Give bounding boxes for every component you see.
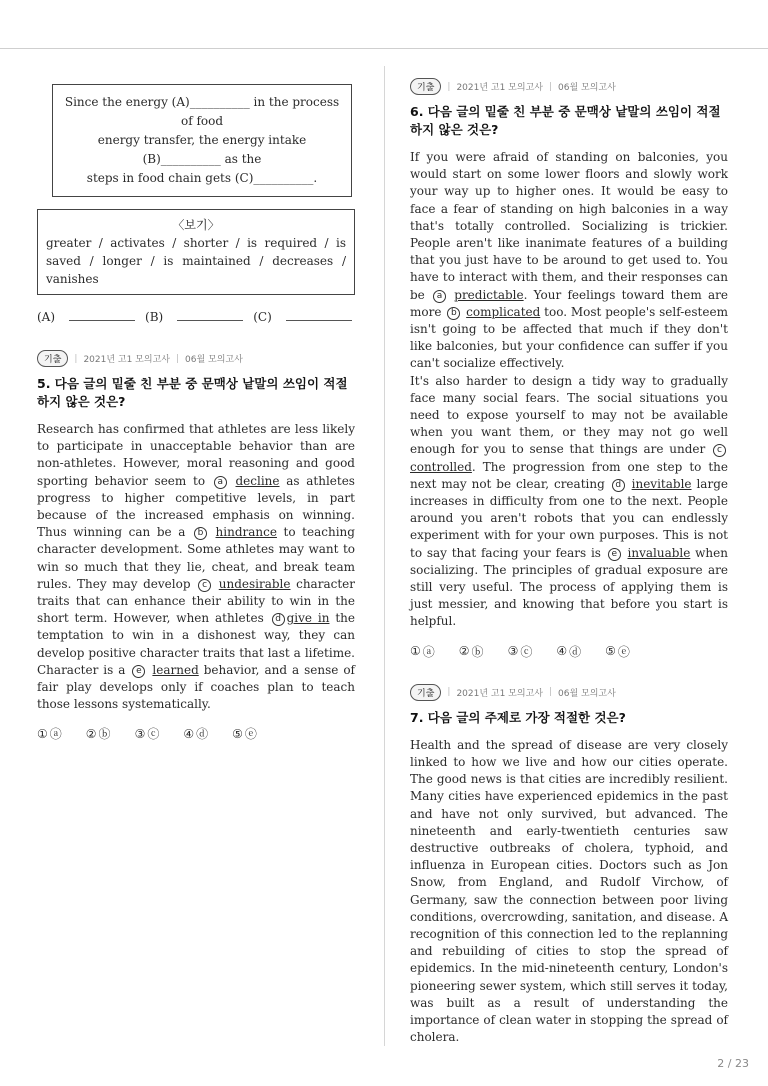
marker-d: d — [272, 613, 285, 626]
passage-text: . The progression from one step to the next may not be clear, creating — [410, 459, 728, 491]
answer-blank-c[interactable] — [286, 308, 352, 321]
summary-line: energy transfer, the energy intake (B)__________ as the — [97, 133, 307, 166]
underlined-e: learned — [152, 662, 199, 677]
choice-1[interactable] — [37, 725, 62, 742]
passage: Health and the spread of disease are very closely linked to how we live and how our cities operate. The good news is that cities are incredibly resilient. Many cities have experienced epidemics in the past and have not only survived, but advanced. The nineteenth and early-twentieth centuries saw destructive outbreaks of cholera, typhoid, and influenza in European cities. Doctors such as Jon Snow, from England, and Rudolf Virchow, of Germany, saw the connection between poor living conditions, overcrowding, sanitation, and disease. A recognition of this connection led to the replanning and rebuilding of cities to stop the spread of epidemics. In the mid-nineteenth century, London's pioneering sewer system, which still serves it today, was built as a result of understanding the importance of clean water in stopping the spread of cholera. — [410, 737, 728, 1045]
choice-letter: ⓓ — [196, 727, 209, 742]
passage — [410, 373, 728, 631]
question-title: 5. 다음 글의 밑줄 친 부분 중 문맥상 낱말의 쓰임이 적절하지 않은 것은? — [37, 376, 348, 409]
underlined-b: hindrance — [215, 525, 277, 540]
meta-separator: | — [74, 353, 78, 364]
underlined-b: complicated — [466, 304, 541, 319]
meta-separator: | — [447, 687, 451, 698]
source-tag: 기출 — [37, 350, 68, 367]
choice-number: ① — [410, 644, 421, 659]
bogi-title: 〈보기〉 — [172, 218, 220, 232]
answer-label-b: (B) — [145, 310, 164, 324]
passage — [37, 421, 355, 713]
left-column — [37, 78, 355, 742]
passage-text: the temptation to win in a dishonest way, they can develop positive character traits that last a lifetime. Character is a — [37, 611, 355, 677]
page-number: 2 / 23 — [717, 1057, 749, 1070]
choice-2[interactable] — [459, 643, 484, 660]
choice-number: ① — [37, 726, 48, 741]
summary-box — [52, 84, 352, 197]
summary-line: steps in food chain gets (C)__________. — [86, 171, 318, 185]
meta-separator: | — [175, 353, 180, 364]
choice-number: ⑤ — [232, 726, 243, 741]
question-title: 6. 다음 글의 밑줄 친 부분 중 문맥상 낱말의 쓰임이 적절하지 않은 것은? — [410, 104, 721, 137]
source-tag: 기출 — [410, 78, 441, 95]
choice-letter: ⓑ — [471, 644, 484, 659]
answer-label-c: (C) — [253, 310, 272, 324]
meta-year: 2021년 고1 모의고사 — [456, 688, 543, 699]
underlined-a: predictable — [454, 287, 524, 302]
choice-4[interactable] — [556, 643, 581, 660]
question-meta — [37, 350, 355, 367]
column-divider — [384, 66, 385, 1046]
passage-text: when socializing. The principles of gradual exposure are still very useful. The process of applying them is just messier, and knowing that before you start is helpful. — [410, 545, 728, 629]
summary-line: Since the energy (A)__________ in the process of food — [64, 95, 340, 128]
answer-choices — [410, 643, 728, 660]
question-meta — [410, 684, 728, 701]
meta-exam: 06월 모의고사 — [185, 355, 243, 365]
source-tag: 기출 — [410, 684, 441, 701]
choice-number: ④ — [556, 644, 568, 659]
meta-year: 2021년 고1 모의고사 — [83, 355, 170, 365]
answer-blank-b[interactable] — [177, 308, 243, 321]
passage-text: If you were afraid of standing on balconies, you would start on some lower floors and slowly work your way up to higher ones. It would be easy to face a fear of standing on high balconies in a way that's totally controlled. Socializing is trickier. People aren't like inanimate features of a building that you just have to be around to get used to. You have to interact with them, and their responses can be — [410, 150, 728, 302]
passage-text: . Your feelings toward them are more — [410, 287, 728, 319]
meta-year: 2021년 고1 모의고사 — [456, 83, 543, 93]
question-meta — [410, 78, 728, 95]
choice-number: ③ — [134, 726, 146, 741]
marker-c: c — [713, 444, 726, 457]
answer-blanks — [37, 308, 355, 326]
underlined-c: controlled — [410, 459, 472, 474]
marker-b: b — [447, 307, 460, 320]
choice-letter: ⓑ — [98, 727, 111, 742]
passage-text: Research has confirmed that athletes are less likely to participate in unacceptable behavior than are non-athletes. However, moral reasoning and good sporting behavior seem to — [37, 422, 355, 488]
question-6 — [410, 78, 728, 660]
meta-exam: 06월 모의고사 — [558, 83, 616, 93]
passage-text: behavior, and a sense of fair play develops only if coaches plan to teach those lessons systematically. — [37, 662, 355, 712]
passage-text: large increases in difficulty from one to the next. People around you aren't robots that you can endlessly experiment with for your own purposes. This is not to say that facing your fears is — [410, 476, 728, 560]
question-5 — [37, 350, 355, 742]
choice-2[interactable] — [86, 725, 111, 742]
choice-1[interactable] — [410, 643, 435, 660]
underlined-d: give in — [286, 611, 330, 626]
choice-letter: ⓒ — [147, 727, 160, 742]
choice-number: ② — [458, 644, 470, 659]
choice-5[interactable] — [605, 643, 630, 660]
choice-number: ② — [85, 726, 97, 741]
question-title: 7. 다음 글의 주제로 가장 적절한 것은? — [410, 709, 626, 725]
passage-text: too. Most people's self-esteem isn't going to be affected that much if they don't like balconies, but your confidence can suffer if you can't socialize effectively. — [410, 304, 728, 371]
passage-text: character traits that can enhance their ability to win in the short term. However, when athletes — [37, 576, 355, 626]
answer-blank-a[interactable] — [69, 308, 135, 321]
marker-b: b — [194, 527, 207, 540]
choice-number: ⑤ — [605, 644, 616, 659]
choice-letter: ⓔ — [244, 727, 257, 742]
meta-separator: | — [548, 687, 553, 698]
choice-5[interactable] — [232, 725, 257, 742]
marker-c: c — [198, 579, 211, 592]
choice-4[interactable] — [183, 725, 208, 742]
marker-e: e — [608, 548, 621, 561]
choice-3[interactable] — [508, 643, 533, 660]
choice-number: ④ — [183, 726, 195, 741]
marker-e: e — [132, 665, 145, 678]
underlined-c: undesirable — [218, 576, 291, 591]
question-7 — [410, 684, 728, 1047]
meta-separator: | — [447, 81, 451, 92]
bogi-box — [37, 209, 355, 295]
passage-text: as athletes progress to higher competitive levels, in part because of the increased emphasis on winning. Thus winning can be a — [37, 473, 355, 540]
choice-letter: ⓓ — [569, 644, 582, 659]
answer-choices — [37, 725, 355, 742]
underlined-d: inevitable — [631, 476, 692, 491]
meta-separator: | — [548, 81, 553, 92]
passage — [410, 149, 728, 373]
marker-d: d — [612, 479, 625, 492]
right-column — [410, 78, 728, 1046]
choice-letter: ⓐ — [49, 727, 62, 742]
meta-exam: 06월 모의고사 — [558, 688, 616, 699]
underlined-e: invaluable — [627, 545, 691, 560]
passage-text: It's also harder to design a tidy way to gradually face many social fears. The social situations you need to expose yourself to may not be available when you want them, or they may not go well enough for you to sense that things are under — [410, 373, 728, 457]
choice-3[interactable] — [135, 725, 160, 742]
choice-letter: ⓔ — [617, 644, 630, 659]
choice-letter: ⓐ — [422, 644, 435, 659]
marker-a: a — [214, 476, 227, 489]
underlined-a: decline — [235, 473, 280, 488]
choice-number: ③ — [507, 644, 519, 659]
choice-letter: ⓒ — [520, 644, 533, 659]
passage-text: to teaching character development. Some athletes may want to win so much that they lie, cheat, and break team rules. They may develop — [37, 525, 355, 591]
header-rule — [0, 48, 768, 49]
bogi-words: greater / activates / shorter / is required / is saved / longer / is maintained / decreases / vanishes — [46, 236, 346, 286]
marker-a: a — [433, 290, 446, 303]
answer-label-a: (A) — [37, 310, 56, 324]
